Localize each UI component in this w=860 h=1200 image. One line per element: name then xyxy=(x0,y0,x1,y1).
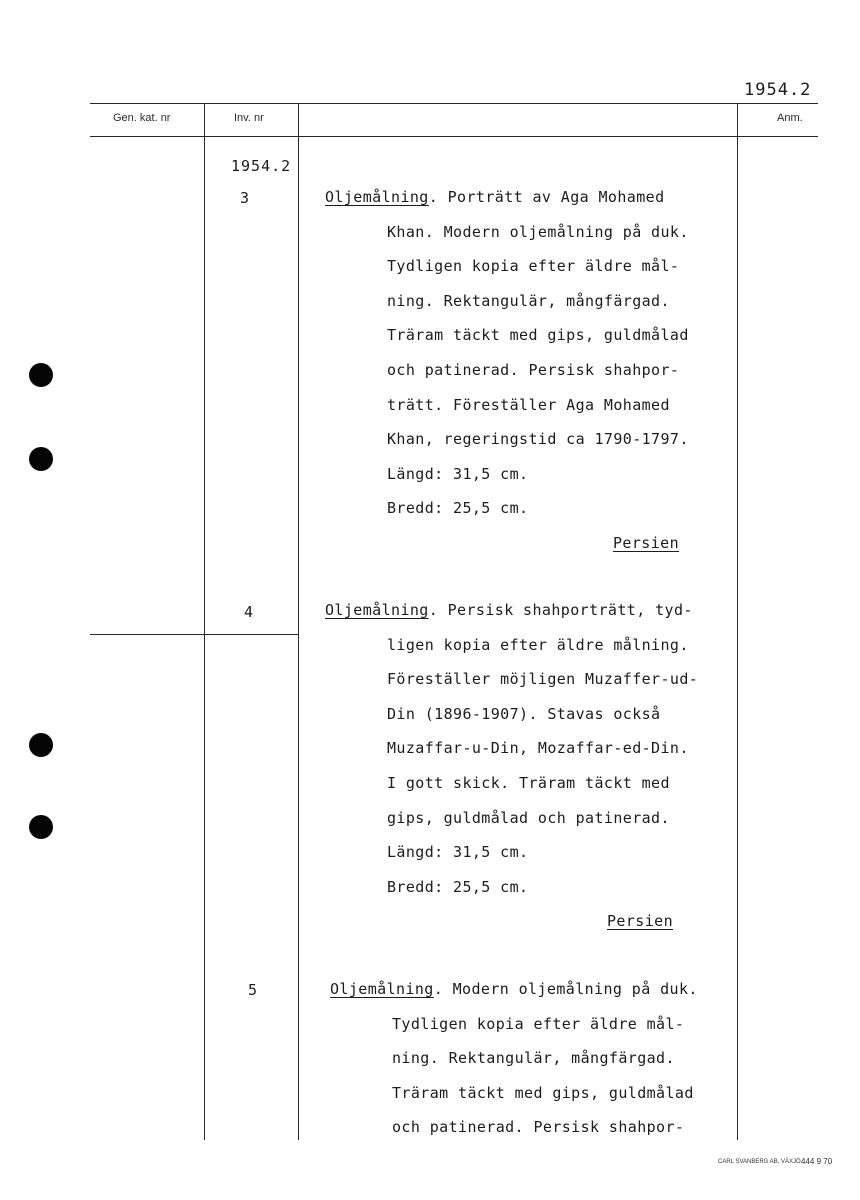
entry-origin xyxy=(325,526,679,561)
entry-line: Längd: 31,5 cm. xyxy=(387,843,529,862)
entry-line: trätt. Föreställer Aga Mohamed xyxy=(387,395,670,414)
entry-line: ning. Rektangulär, mångfärgad. xyxy=(387,291,670,310)
entry-first-line-text: . Porträtt av Aga Mohamed xyxy=(428,188,665,206)
entry-line: Träram täckt med gips, guldmålad xyxy=(392,1083,694,1102)
catalog-entry xyxy=(330,972,730,1145)
group-number: 1954.2 xyxy=(231,157,292,175)
printer-imprint: CARL SVANBERG AB, VÄXJÖ xyxy=(718,1159,801,1165)
entry-first-line xyxy=(325,593,729,628)
entry-line: Khan. Modern oljemålning på duk. xyxy=(387,222,689,241)
entry-line: Din (1896-1907). Stavas också xyxy=(387,704,661,723)
entry-line: och patinerad. Persisk shahpor- xyxy=(387,360,680,379)
form-code: 444 9 70 xyxy=(801,1157,833,1166)
entry-line: I gott skick. Träram täckt med xyxy=(387,773,670,792)
entry-line: Längd: 31,5 cm. xyxy=(387,464,529,483)
entry-line: Muzaffar-u-Din, Mozaffar-ed-Din. xyxy=(387,739,689,758)
entry-title: Oljemålning xyxy=(325,188,429,206)
entry-first-line xyxy=(325,180,725,215)
entry-line: Bredd: 25,5 cm. xyxy=(387,877,529,896)
entry-title: Oljemålning xyxy=(330,980,434,998)
inventory-number: 4 xyxy=(244,603,255,621)
entry-line: Tydligen kopia efter äldre mål- xyxy=(392,1014,685,1033)
column-header-inv: Inv. nr xyxy=(234,112,264,124)
entry-line: ligen kopia efter äldre målning. xyxy=(387,635,689,654)
catalog-entry xyxy=(325,180,725,561)
punch-hole xyxy=(29,733,53,757)
entry-line: Khan, regeringstid ca 1790-1797. xyxy=(387,430,689,449)
page-code: 1954.2 xyxy=(744,80,812,100)
row-divider xyxy=(90,634,298,635)
punch-hole xyxy=(29,815,53,839)
entry-title: Oljemålning xyxy=(325,601,429,619)
entry-first-line xyxy=(330,972,730,1007)
entry-line: Föreställer möjligen Muzaffer-ud- xyxy=(387,670,699,689)
entry-line: Träram täckt med gips, guldmålad xyxy=(387,326,689,345)
entry-first-line-text: . Persisk shahporträtt, tyd- xyxy=(428,601,693,619)
punch-hole xyxy=(29,447,53,471)
header-top-rule xyxy=(90,103,818,104)
column-header-gen-kat: Gen. kat. nr xyxy=(113,112,171,124)
punch-hole xyxy=(29,363,53,387)
inventory-number: 3 xyxy=(240,189,251,207)
origin-label: Persien xyxy=(612,533,679,552)
entry-line: och patinerad. Persisk shahpor- xyxy=(392,1118,685,1137)
entry-line: Bredd: 25,5 cm. xyxy=(387,499,529,518)
column-header-anm: Anm. xyxy=(777,112,803,124)
entry-origin xyxy=(325,904,673,939)
column-rule xyxy=(737,103,738,1140)
entry-first-line-text: . Modern oljemålning på duk. xyxy=(433,980,698,998)
origin-label: Persien xyxy=(606,912,673,931)
catalog-entry xyxy=(325,593,729,939)
entry-line: Tydligen kopia efter äldre mål- xyxy=(387,257,680,276)
entry-line: gips, guldmålad och patinerad. xyxy=(387,808,670,827)
header-bottom-rule xyxy=(90,136,818,137)
entry-line: ning. Rektangulär, mångfärgad. xyxy=(392,1049,675,1068)
column-rule xyxy=(204,103,205,1140)
column-rule xyxy=(298,103,299,1140)
inventory-number: 5 xyxy=(248,981,259,999)
